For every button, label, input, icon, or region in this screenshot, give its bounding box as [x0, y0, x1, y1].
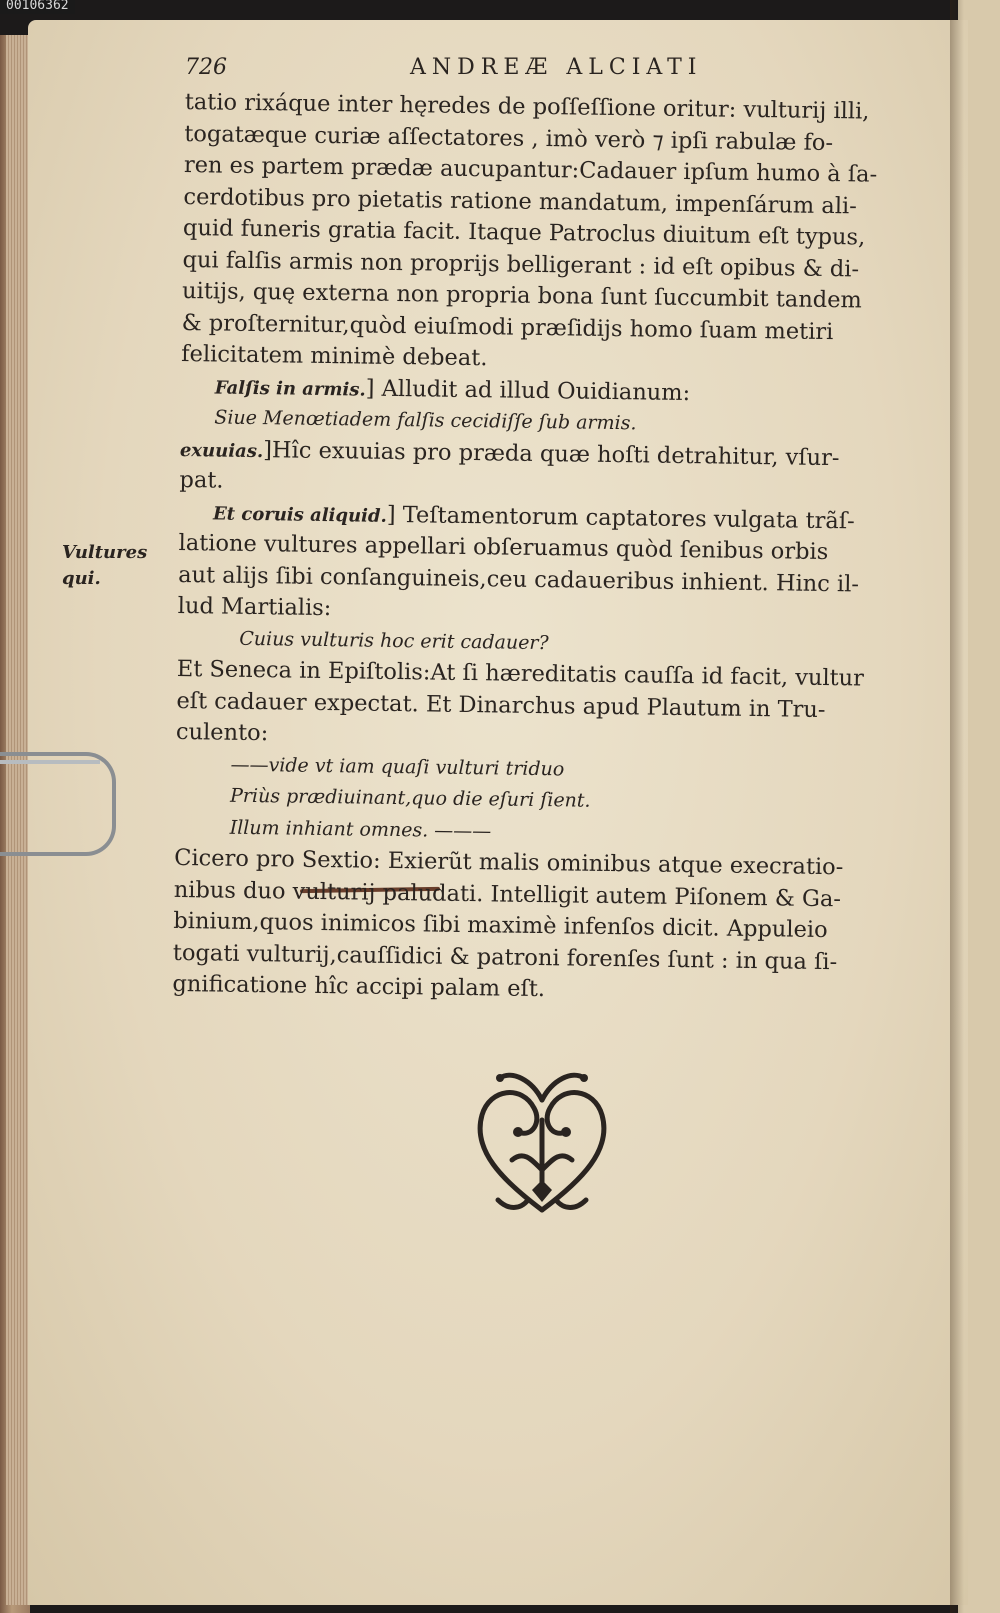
- margin-note-line: qui.: [62, 568, 101, 589]
- text-line: nibus duo vulturij paludati. Intelligit autem Piſonem & Ga-: [173, 876, 842, 912]
- text-line: ren es partem prædæ aucupantur:Cadauer ipſum humo à ſa-: [183, 151, 878, 188]
- lemma-text: ] Teſtamentorum captatores vulgata trãſ-: [386, 501, 855, 534]
- text-line: & proſternitur,quòd eiuſmodi præſidijs homo ſuam metiri: [181, 309, 834, 345]
- text-line: quid funeris gratia facit. Itaque Patroclus diuitum eſt typus,: [182, 214, 866, 251]
- text-line: Cicero pro Sextio: Exierũt malis ominibus atque execratio-: [174, 844, 844, 881]
- gutter-shadow: [950, 0, 964, 1613]
- text-line: togatæque curiæ aſſectatores , imò verò ⁊ ipſi rabulæ fo-: [184, 120, 834, 156]
- verse-quote: Illum inhiant omnes. ———: [229, 816, 492, 842]
- text-line: latione vultures appellari obſeruamus quòd ſenibus orbis: [178, 529, 829, 566]
- text-line: binium,quos inimicos ſibi maximè infenſos dicit. Appuleio: [173, 907, 828, 944]
- lemma-text: ]Hîc exuuias pro præda quæ hoſti detrahitur, vſur-: [263, 436, 840, 471]
- scan-id: 00106362: [0, 0, 75, 14]
- text-line: gnificatione hîc accipi palam eſt.: [172, 970, 546, 1003]
- margin-note-line: Vultures: [62, 542, 148, 563]
- text-line: pat.: [179, 466, 224, 494]
- page-clip: [0, 752, 116, 856]
- lemma-label: Falſis in armis.: [214, 376, 366, 401]
- verse-quote: Cuius vulturis hoc erit cadauer?: [239, 627, 549, 654]
- text-line: qui falſis armis non proprijs belligerant : id eſt opibus & di-: [182, 246, 860, 282]
- lemma-label: Et coruis aliquid.: [212, 502, 387, 527]
- text-line: culento:: [175, 718, 269, 747]
- text-line: aut alijs ſibi conſanguineis,ceu cadaueribus inhient. Hinc il-: [178, 561, 860, 597]
- text-line: cerdotibus pro pietatis ratione mandatum, impenſárum ali-: [183, 183, 857, 219]
- text-line: eſt cadauer expectat. Et Dinarchus apud Plautum in Tru-: [176, 687, 826, 723]
- text-line: felicitatem minimè debeat.: [181, 340, 488, 372]
- verse-quote: Siue Menœtiadem falſis cecidiſſe ſub armis.: [214, 406, 637, 435]
- text-line: tatio rixáque inter hęredes de poſſeſſione oritur: vulturij illi,: [184, 88, 870, 125]
- lemma-text: ] Alludit ad illud Ouidianum:: [365, 375, 691, 406]
- verse-quote: ——vide vt iam quaſi vulturi triduo: [230, 753, 565, 780]
- running-head: ANDREÆ ALCIATI: [410, 55, 703, 80]
- commentary-text: [172, 87, 910, 1011]
- verse-quote: Priùs prædiuinant,quo die eſuri ſient.: [229, 784, 591, 812]
- text-line: togati vulturij,cauſſidici & patroni forenſes ſunt : in qua ſi-: [172, 939, 838, 975]
- text-line: lud Martialis:: [177, 592, 332, 622]
- text-line: uitijs, quę externa non propria bona ſunt ſuccumbit tandem: [181, 277, 863, 314]
- page-header: [185, 55, 900, 85]
- page-number: 726: [185, 55, 227, 80]
- fleuron-ornament: [462, 1060, 622, 1220]
- lemma-label: exuuias.: [179, 439, 264, 462]
- margin-note: [62, 540, 162, 592]
- text-line: Et Seneca in Epiſtolis:At ſi hæreditatis cauſſa id facit, vultur: [176, 655, 865, 692]
